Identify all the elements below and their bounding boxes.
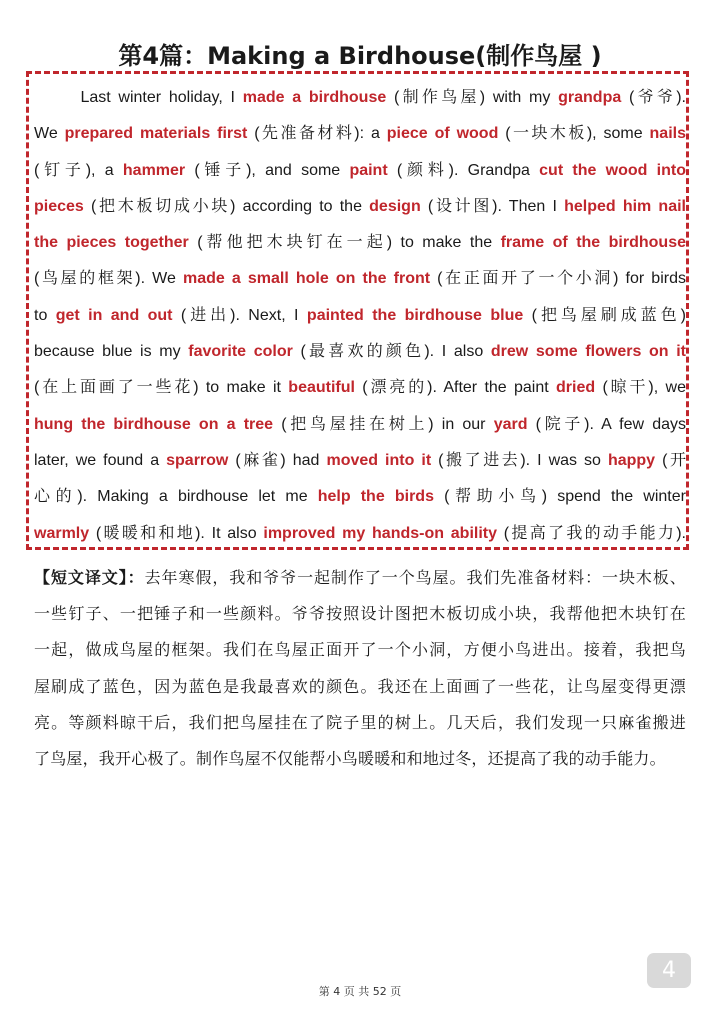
passage-text-run: (进出). Next, I bbox=[172, 306, 307, 324]
key-phrase: made a birdhouse bbox=[242, 89, 387, 106]
translation-line bbox=[34, 741, 686, 777]
passage-text-run: (先准备材料): a bbox=[247, 125, 387, 143]
passage-line bbox=[34, 443, 686, 479]
translation-section bbox=[34, 560, 686, 777]
page-footer: 第 4 页 共 52 页 bbox=[318, 985, 402, 998]
key-phrase: sparrow bbox=[166, 451, 229, 469]
passage-text-run: to bbox=[34, 306, 56, 324]
translation-text: 屋刷成了蓝色，因为蓝色是我最喜欢的颜色。我还在上面画了一些花，让鸟屋变得更漂 bbox=[34, 676, 686, 696]
translation-label: 【短文译文】： bbox=[34, 568, 145, 587]
translation-text: 一些钉子、一把锤子和一些颜料。爷爷按照设计图把木板切成小块，我帮他把木块钉在 bbox=[34, 604, 686, 624]
passage-text-run: (帮助小鸟) spend the winter bbox=[433, 488, 686, 506]
passage-text-run: Last winter holiday, I bbox=[34, 89, 243, 106]
key-phrase: cut the wood into bbox=[539, 161, 686, 179]
key-phrase: frame of the birdhouse bbox=[500, 234, 686, 252]
passage-text-run: (设计图). Then I bbox=[420, 197, 565, 215]
passage-text-run: 心的). Making a birdhouse let me bbox=[34, 488, 318, 506]
passage-text-run: (搬了进去). I was so bbox=[431, 451, 608, 469]
passage-text-run: (颜料). Grandpa bbox=[387, 161, 540, 179]
key-phrase: get in and out bbox=[55, 306, 173, 324]
passage-line bbox=[34, 516, 686, 552]
translation-text: 了鸟屋，我开心极了。制作鸟屋不仅能帮小鸟暖暖和和地过冬，还提高了我的动手能力。 bbox=[34, 748, 666, 768]
key-phrase: dried bbox=[556, 379, 596, 397]
page-number-badge: 4 bbox=[647, 953, 691, 988]
passage-text-run: (帮他把木块钉在一起) to make the bbox=[188, 234, 501, 252]
key-phrase: help the birds bbox=[317, 488, 434, 506]
key-phrase: made a small hole on the front bbox=[182, 270, 431, 288]
passage-text-run: (院子). A few days bbox=[527, 415, 686, 433]
passage-text-run: (漂亮的). After the paint bbox=[354, 379, 557, 397]
passage-text-run: (锤子), and some bbox=[185, 161, 350, 179]
passage-text-run: (钉子), a bbox=[34, 161, 123, 179]
passage-line bbox=[34, 189, 686, 225]
passage-text-run: (在上面画了一些花) to make it bbox=[34, 379, 289, 397]
passage-text-run: (一块木板), some bbox=[498, 125, 650, 143]
key-phrase: improved my hands-on ability bbox=[263, 524, 498, 542]
passage-text-run: later, we found a bbox=[34, 451, 167, 469]
passage-text-run: (麻雀) had bbox=[228, 451, 327, 469]
key-phrase: happy bbox=[607, 451, 656, 469]
translation-text: 去年寒假，我和爷爷一起制作了一个鸟屋。我们先准备材料：一块木板、 bbox=[144, 568, 686, 587]
key-phrase: nails bbox=[649, 125, 686, 143]
translation-line bbox=[34, 560, 686, 596]
key-phrase: the pieces together bbox=[34, 234, 189, 252]
translation-line bbox=[34, 705, 686, 741]
passage-line bbox=[34, 116, 686, 152]
translation-line bbox=[34, 669, 686, 705]
passage-text-run: (最喜欢的颜色). I also bbox=[292, 343, 491, 361]
passage-line bbox=[34, 225, 686, 261]
passage-text-run: (把木板切成小块) according to the bbox=[83, 197, 370, 215]
passage-text-run: (把鸟屋刷成蓝色) bbox=[523, 306, 687, 324]
key-phrase: piece of wood bbox=[386, 125, 499, 143]
passage-line bbox=[34, 479, 686, 515]
translation-text: 一起，做成鸟屋的框架。我们在鸟屋正面开了一个小洞，方便小鸟进出。接着，我把鸟 bbox=[34, 640, 686, 660]
key-phrase: painted the birdhouse blue bbox=[306, 306, 524, 324]
key-phrase: hammer bbox=[122, 161, 186, 179]
translation-line bbox=[34, 596, 686, 632]
passage-text bbox=[34, 80, 686, 552]
passage-text-run: (鸟屋的框架). We bbox=[34, 270, 183, 288]
passage-text-run: (把鸟屋挂在树上) in our bbox=[273, 415, 494, 433]
passage-text-run: (晾干), we bbox=[595, 379, 686, 397]
page-title: 第4篇：Making a Birdhouse(制作鸟屋 ) bbox=[118, 42, 602, 70]
passage-line bbox=[34, 370, 686, 406]
key-phrase: prepared materials first bbox=[64, 125, 248, 143]
key-phrase: favorite color bbox=[188, 343, 293, 361]
key-phrase: helped him nail bbox=[564, 197, 686, 215]
passage-line bbox=[34, 153, 686, 189]
translation-text: 亮。等颜料晾干后，我们把鸟屋挂在了院子里的树上。几天后，我们发现一只麻雀搬进 bbox=[34, 712, 686, 732]
passage-text-run: We bbox=[34, 125, 65, 143]
passage-text-run: (提高了我的动手能力). bbox=[497, 524, 686, 542]
key-phrase: pieces bbox=[34, 197, 84, 215]
key-phrase: moved into it bbox=[326, 451, 432, 469]
translation-line bbox=[34, 632, 686, 668]
key-phrase: beautiful bbox=[288, 379, 355, 397]
passage-text-run: (暖暖和和地). It also bbox=[89, 524, 264, 542]
passage-text-run: (爷爷). bbox=[621, 89, 686, 106]
passage-text-run: (在正面开了一个小洞) for birds bbox=[430, 270, 686, 288]
passage-line bbox=[34, 298, 686, 334]
key-phrase: design bbox=[369, 197, 421, 215]
key-phrase: grandpa bbox=[558, 89, 622, 106]
passage-text-run: because blue is my bbox=[34, 343, 189, 361]
passage-line bbox=[34, 407, 686, 443]
key-phrase: hung the birdhouse on a tree bbox=[34, 415, 274, 433]
key-phrase: paint bbox=[349, 161, 388, 179]
passage-text-run: (制作鸟屋) with my bbox=[386, 89, 559, 106]
passage-line bbox=[34, 261, 686, 297]
key-phrase: drew some flowers on it bbox=[490, 343, 687, 361]
passage-line bbox=[34, 80, 686, 116]
key-phrase: warmly bbox=[34, 524, 90, 542]
passage-line bbox=[34, 334, 686, 370]
passage-text-run: (开 bbox=[655, 451, 686, 469]
key-phrase: yard bbox=[493, 415, 528, 433]
